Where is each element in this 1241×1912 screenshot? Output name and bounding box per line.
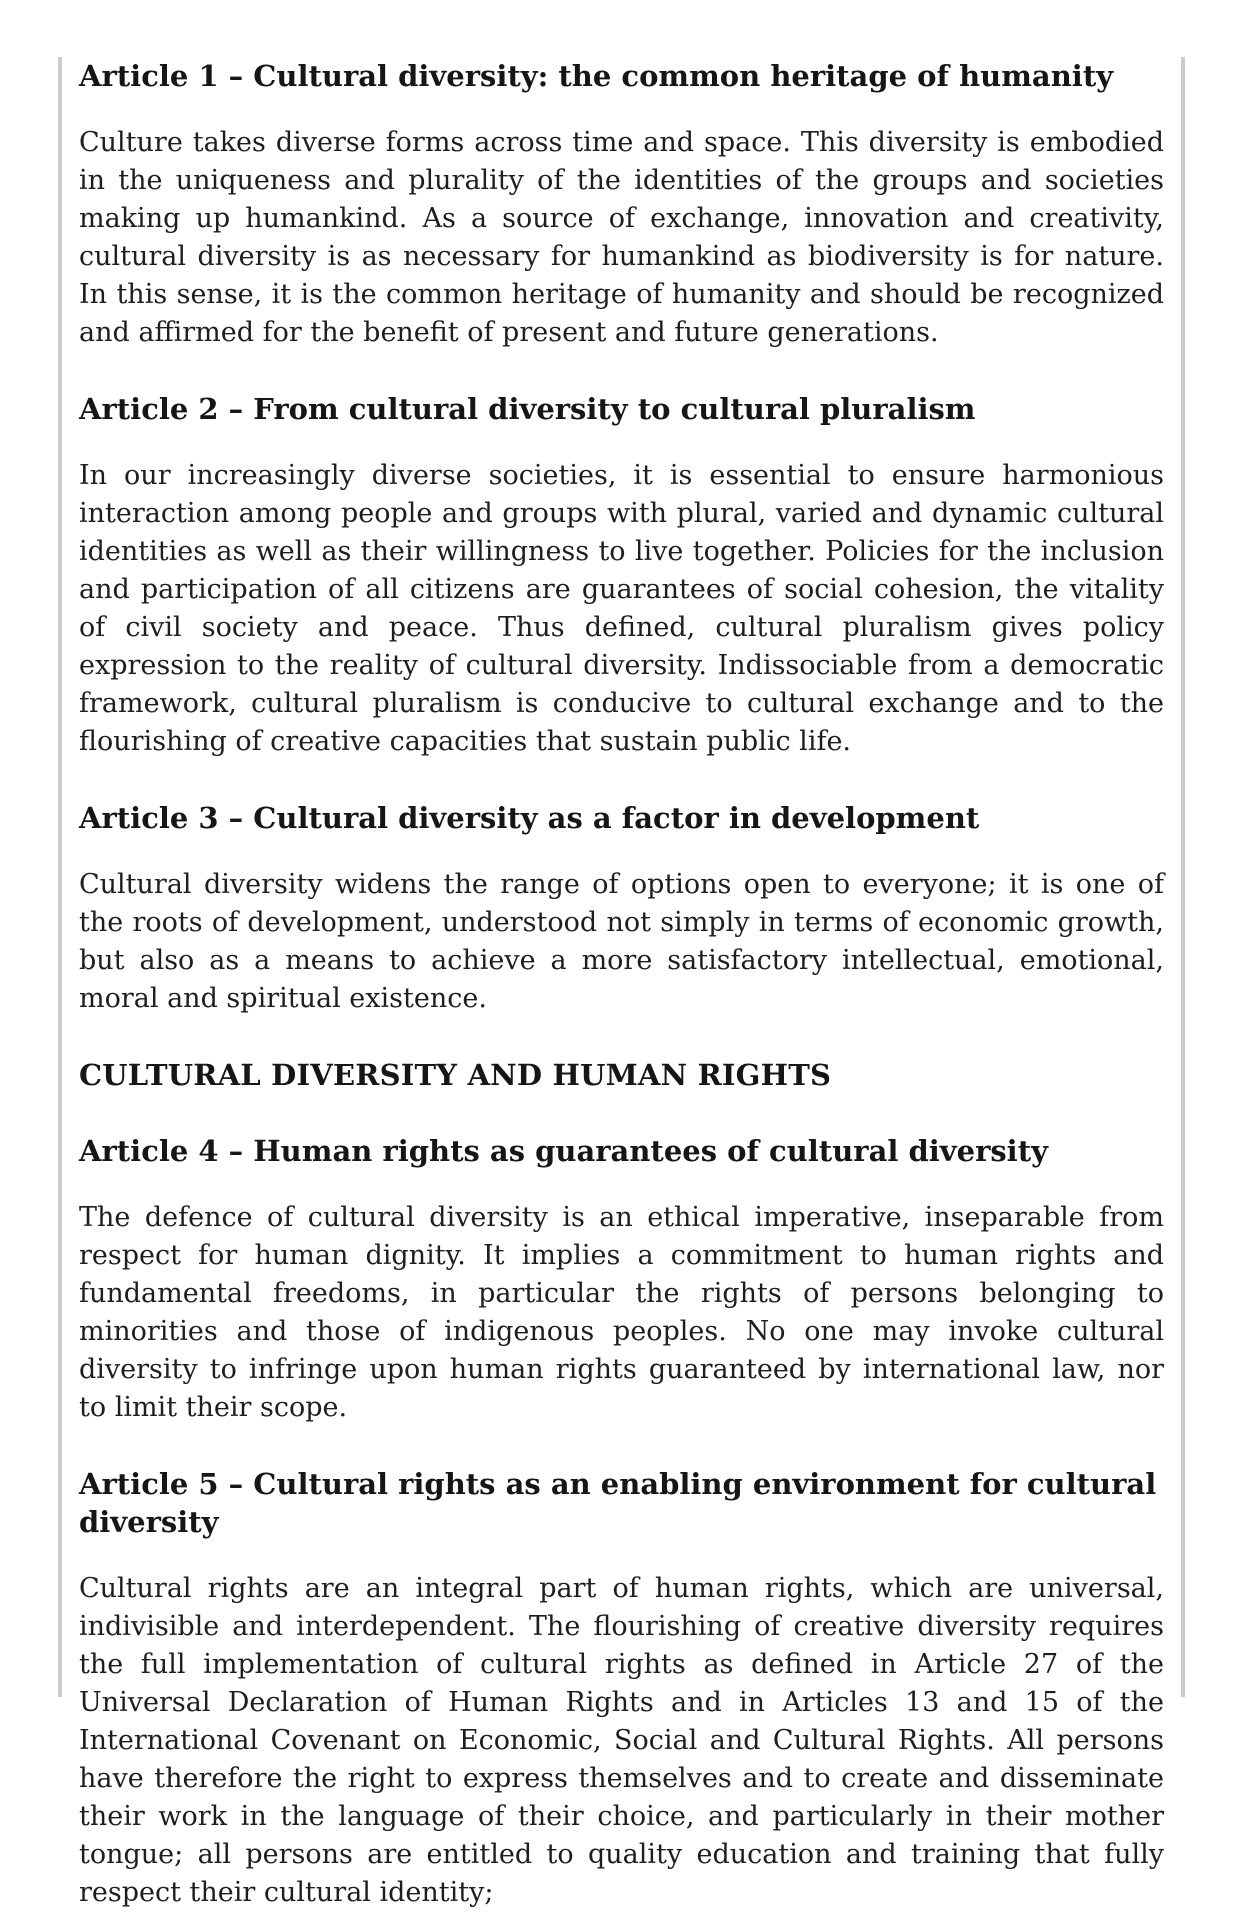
article-4-paragraph: The defence of cultural diversity is an ethical imperative, inseparable from respect for human dignity. It implies a commitment to human rights and fundamental freedoms, in particular the rights of persons belonging to minorities and those of indigenous peoples. No one may invoke cultural diversity to infringe upon human rights guaranteed by international law, nor to limit their scope. [79,1202,1164,1423]
article-1-paragraph: Culture takes diverse forms across time and space. This diversity is embodied in the uniqueness and plurality of the identities of the groups and societies making up humankind. As a source of exchange, innovation and creativity, cultural diversity is as necessary for humankind as biodiversity is for nature. In this sense, it is the common heritage of humanity and should be recognized and affirmed for the benefit of present and future generations. [79,127,1164,348]
article-3-paragraph: Cultural diversity widens the range of options open to everyone; it is one of the roots of development, understood not simply in terms of economic growth, but also as a means to achieve a more satisfactory intellectual, emotional, moral and spiritual existence. [79,869,1164,1014]
document-content-frame [58,57,1185,1908]
article-5-heading: Article 5 – Cultural rights as an enabling environment for cultural diversity [79,1467,1157,1539]
section-heading-cultural-diversity-and-human-rights: CULTURAL DIVERSITY AND HUMAN RIGHTS [79,1058,832,1092]
article-2-heading: Article 2 – From cultural diversity to cultural pluralism [79,392,976,426]
article-1-heading: Article 1 – Cultural diversity: the common heritage of humanity [79,59,1114,93]
article-4-heading: Article 4 – Human rights as guarantees of cultural diversity [79,1134,1048,1168]
article-5-paragraph: Cultural rights are an integral part of human rights, which are universal, indivisible and interdependent. The flourishing of creative diversity requires the full implementation of cultural rights as defined in Article 27 of the Universal Declaration of Human Rights and in Articles 13 and 15 of the International Covenant on Economic, Social and Cultural Rights. All persons have therefore the right to express themselves and to create and disseminate their work in the language of their choice, and particularly in their mother tongue; all persons are entitled to quality education and training that fully respect their cultural identity; [79,1573,1164,1908]
article-2-paragraph: In our increasingly diverse societies, it is essential to ensure harmonious interaction among people and groups with plural, varied and dynamic cultural identities as well as their willingness to live together. Policies for the inclusion and participation of all citizens are guarantees of social cohesion, the vitality of civil society and peace. Thus defined, cultural pluralism gives policy expression to the reality of cultural diversity. Indissociable from a democratic framework, cultural pluralism is conducive to cultural exchange and to the flourishing of creative capacities that sustain public life. [79,460,1164,757]
article-3-heading: Article 3 – Cultural diversity as a factor in development [79,801,980,835]
